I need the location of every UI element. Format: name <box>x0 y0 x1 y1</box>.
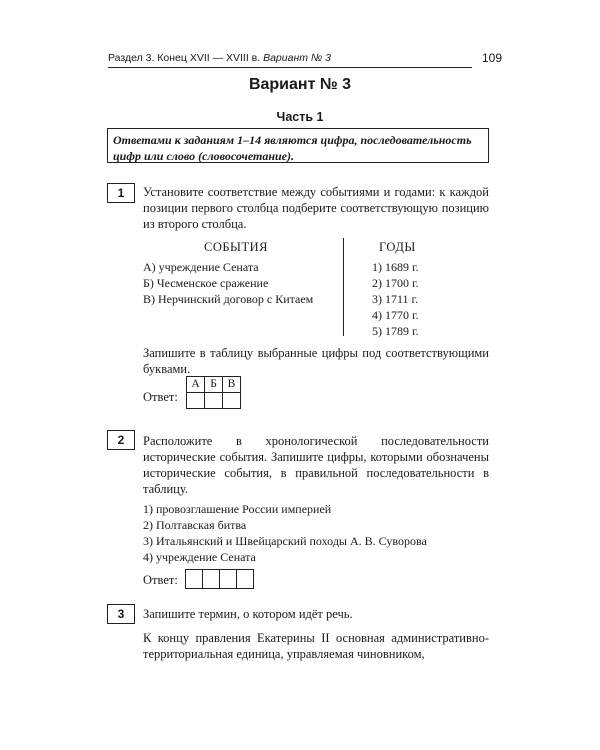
sequence-item: 1) провозглашение России империей <box>143 502 332 516</box>
question-2-number: 2 <box>107 430 135 450</box>
event-item: А) учреждение Сената <box>143 260 259 274</box>
answer-cell[interactable] <box>185 569 203 589</box>
header-rule <box>108 67 472 68</box>
event-item: Б) Чесменское сражение <box>143 276 269 290</box>
year-item: 4) 1770 г. <box>372 308 419 322</box>
answer-cell[interactable] <box>223 393 241 409</box>
answer-cell[interactable] <box>236 569 254 589</box>
page-number: 109 <box>482 51 503 65</box>
part-title: Часть 1 <box>276 110 324 124</box>
event-item: В) Нерчинский договор с Китаем <box>143 292 314 306</box>
year-item: 2) 1700 г. <box>372 276 419 290</box>
question-1-number: 1 <box>107 183 135 203</box>
question-1-write-instruction: Запишите в таблицу выбранные цифры под соответствующими буквами. <box>143 346 489 376</box>
year-item: 3) 1711 г. <box>372 292 419 306</box>
answer-cell[interactable] <box>219 569 237 589</box>
sequence-item: 4) учреждение Сената <box>143 550 256 564</box>
answer-table-header: В <box>223 377 241 393</box>
question-3-paragraph: К концу правления Екатерины II основная административно-территориальная единица, управляемая чиновником, <box>143 631 489 661</box>
answer-label: Ответ: <box>143 573 178 587</box>
section-title: Раздел 3. Конец XVII — XVIII в. Вариант № 3 <box>108 52 332 64</box>
variant-title: Вариант № 3 <box>248 76 352 93</box>
answer-table-header: Б <box>205 377 223 393</box>
question-3-text: Запишите термин, о котором идёт речь. <box>143 607 353 621</box>
year-item: 1) 1689 г. <box>372 260 419 274</box>
sequence-item: 3) Итальянский и Швейцарский походы А. В. Суворова <box>143 534 427 548</box>
question-2-text: Расположите в хронологической последовательности исторические события. Запишите цифры, которыми обозначены исторические события, в правильной последовательности в таблицу. <box>143 434 489 496</box>
years-column-header: ГОДЫ <box>379 240 416 254</box>
answer-cells <box>186 569 254 589</box>
answer-cell[interactable] <box>202 569 220 589</box>
question-1-text: Установите соответствие между событиями и годами: к каждой позиции первого столбца подберите соответствующую позицию из второго столбца. <box>143 185 489 231</box>
header-variant: Вариант № 3 <box>263 52 332 64</box>
instruction-box: Ответами к заданиям 1–14 являются цифра, последовательность цифр или слово (словосочетание). <box>107 128 489 163</box>
answer-table <box>186 376 241 409</box>
answer-table-header: А <box>187 377 205 393</box>
question-3-number: 3 <box>107 604 135 624</box>
answer-label: Ответ: <box>143 390 178 404</box>
column-divider <box>343 238 344 336</box>
sequence-item: 2) Полтавская битва <box>143 518 247 532</box>
year-item: 5) 1789 г. <box>372 324 419 338</box>
answer-cell[interactable] <box>205 393 223 409</box>
answer-cell[interactable] <box>187 393 205 409</box>
events-column-header: СОБЫТИЯ <box>204 240 268 254</box>
